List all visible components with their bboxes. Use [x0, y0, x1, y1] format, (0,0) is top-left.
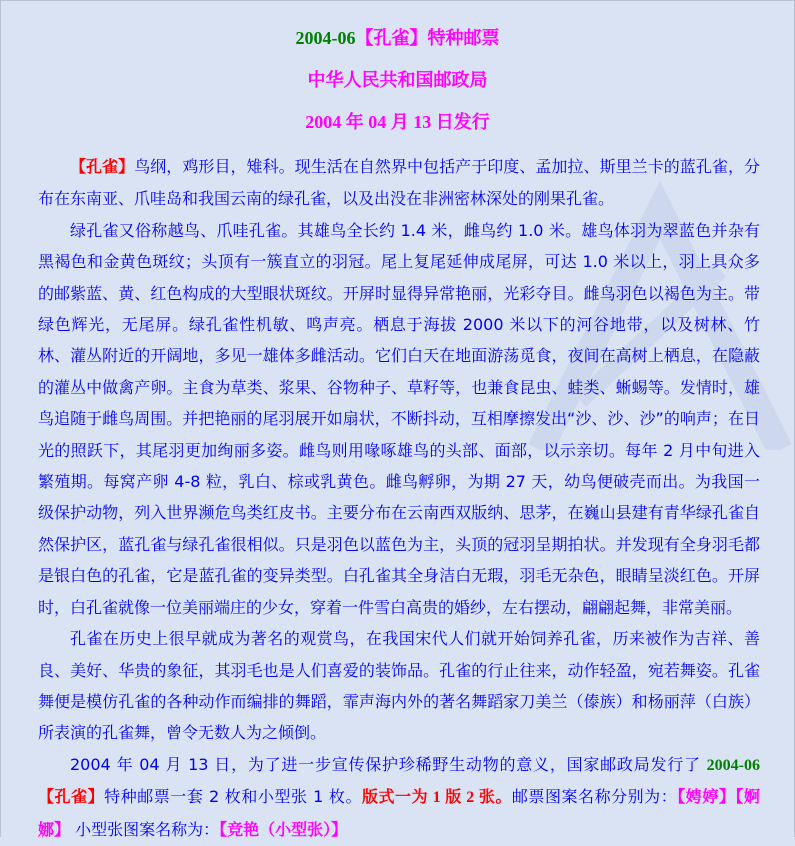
issuer: 中华人民共和国邮政局 [307, 70, 488, 90]
paragraph-green-peacock: 绿孔雀又俗称越鸟、爪哇孔雀。其雄鸟全长约 1.4 米，雌鸟约 1.0 米。雄鸟体羽为翠蓝色并杂有黑褐色和金黄色斑纹；头顶有一簇直立的羽冠。尾上复尾延伸成尾屏，可达 1.0 米以上，羽上具众多的邮紫蓝、黄、红色构成的大型眼状斑纹。开屏时显得异常艳丽，光彩夺目。雌鸟羽色以褐色为主。带绿色辉光，无尾屏。绿孔雀性机敏、鸣声亮。栖息于海拔 2000 米以下的河谷地带，以及树林、竹林、灌丛附近的开阔地，多见一雄体多雌活动。它们白天在地面游荡觅食，夜间在高树上栖息，在隐蔽的灌丛中做禽产卵。主食为草类、浆果、谷物种子、草籽等，也兼食昆虫、蛙类、蜥蜴等。发情时，雄鸟追随于雌鸟周围。并把艳丽的尾羽展开如扇状，不断抖动，互相摩擦发出“沙、沙、沙”的响声；在日光的照跃下，其尾羽更加绚丽多姿。雌鸟则用喙啄雄鸟的头部、面部，以示亲切。每年 2 月中旬进入繁殖期。每窝产卵 4-8 粒，乳白、棕或乳黄色。雌鸟孵卵，为期 27 天，幼鸟便破壳而出。为我国一级保护动物，列入世界濒危鸟类红皮书。主要分布在云南西双版纳、思茅，在巍山县建有青华绿孔雀自然保护区，蓝孔雀与绿孔雀很相似。只是羽色以蓝色为主，头顶的冠羽呈期拍状。并发现有全身羽毛都是银白色的孔雀，它是蓝孔雀的变异类型。白孔雀其全身洁白无瑕，羽毛无杂色，眼睛呈淡红色。开屏时，白孔雀就像一位美丽端庄的少女，穿着一件雪白高贵的婚纱，左右摆动，翩翩起舞，非常美丽。 [38, 220, 760, 617]
paragraph-issue: 2004 年 04 月 13 日，为了进一步宣传保护珍稀野生动物的意义，国家邮政局发行了 2004-06【孔雀】特种邮票一套 2 枚和小型张 1 枚。版式一为 1 版 2 张。邮票图案名称分别为：【娉婷】【婀娜】 小型张图案名称为：【竞艳（小型张）】 [38, 754, 760, 839]
paragraph-intro: 【孔雀】鸟纲，鸡形目，雉科。现生活在自然界中包括产于印度、孟加拉、斯里兰卡的蓝孔雀，分布在东南亚、爪哇岛和我国云南的绿孔雀，以及出没在非洲密林深处的刚果孔雀。 [38, 157, 760, 209]
article-body [38, 151, 760, 846]
paragraph-history: 孔雀在历史上很早就成为著名的观赏鸟，在我国宋代人们就开始饲养孔雀，历来被作为吉祥、善良、美好、华贵的象征，其羽毛也是人们喜爱的装饰品。孔雀的行止往来，动作轻盈，宛若舞姿。孔雀舞便是模仿孔雀的各种动作而编排的舞蹈，霏声海内外的著名舞蹈家刀美兰（傣族）和杨丽萍（白族）所表演的孔雀舞，曾令无数人为之倾倒。 [38, 629, 760, 743]
stamp-title: 2004-06【孔雀】特种邮票 [295, 28, 500, 48]
issue-date: 2004 年 04 月 13 日发行 [305, 112, 490, 132]
stamp-header [0, 22, 795, 148]
